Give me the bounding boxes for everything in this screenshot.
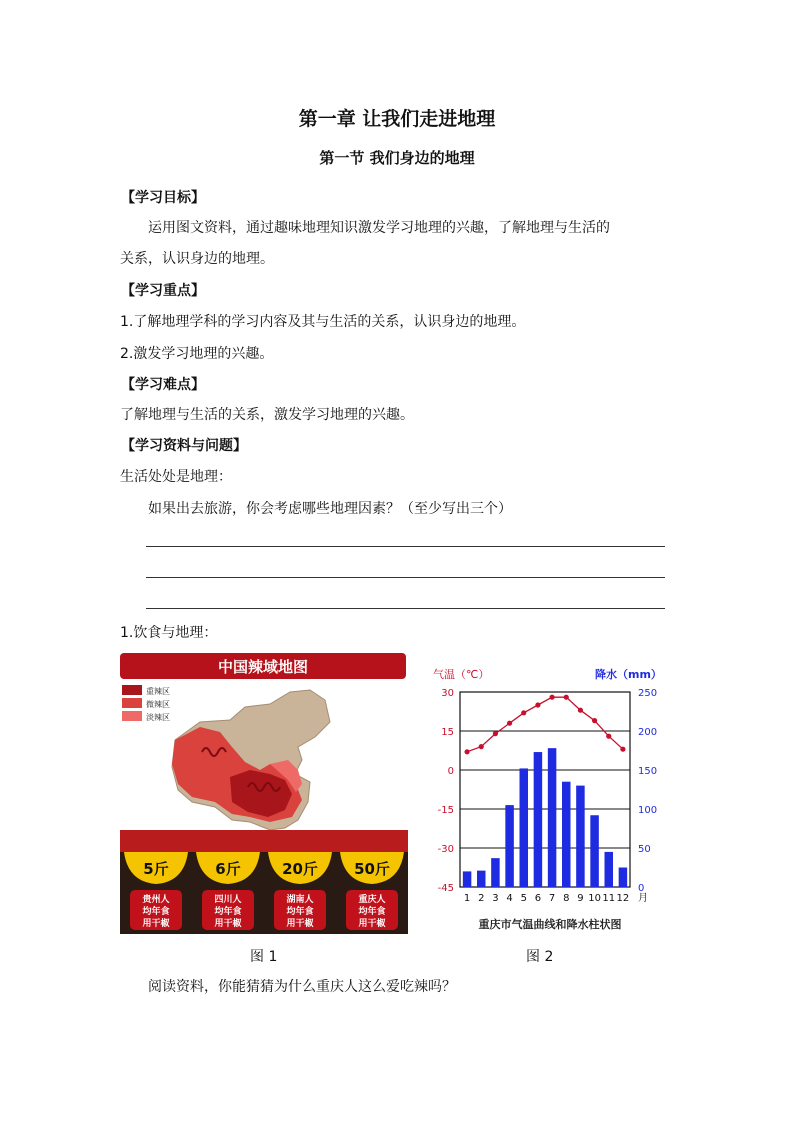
precip-tick-label: 250 <box>638 688 658 699</box>
legend-label-light: 淡辣区 <box>146 713 170 722</box>
amount-sichuan-line1: 四川人 <box>214 895 242 905</box>
answer-line-2[interactable] <box>146 577 665 578</box>
goals-text-line1: 运用图文资料，通过趣味地理知识激发学习地理的兴趣，了解地理与生活的 <box>148 220 610 236</box>
precip-bar <box>590 815 599 887</box>
amount-hunan-line2: 均年食 <box>286 907 314 917</box>
amount-chongqing-line3: 用干椒 <box>358 919 386 929</box>
temp-point <box>521 710 526 715</box>
month-tick-label: 5 <box>520 893 527 904</box>
amount-hunan-line3: 用干椒 <box>286 919 314 929</box>
temp-point <box>620 747 625 752</box>
chapter-title: 第一章 让我们走进地理 <box>298 108 496 130</box>
amount-guizhou: 5斤 <box>143 860 169 878</box>
legend-swatch-medium <box>122 698 142 708</box>
month-tick-label: 8 <box>563 893 570 904</box>
temp-point <box>592 718 597 723</box>
month-tick-label: 2 <box>478 893 485 904</box>
precip-bar <box>548 748 557 887</box>
precip-bar <box>576 786 585 887</box>
month-tick-label: 4 <box>506 893 513 904</box>
fig2-caption: 图 2 <box>526 949 554 965</box>
amount-chongqing-line2: 均年食 <box>358 907 386 917</box>
temp-tick-label: -30 <box>437 844 454 855</box>
precip-tick-label: 150 <box>638 766 658 777</box>
chart-ylabel-right: 降水（mm） <box>595 668 662 681</box>
amount-sichuan-line3: 用干椒 <box>214 919 242 929</box>
temp-tick-label: 15 <box>441 727 454 738</box>
answer-line-3[interactable] <box>146 608 665 609</box>
legend-swatch-light <box>122 711 142 721</box>
amount-sichuan-line2: 均年食 <box>214 907 242 917</box>
temp-tick-label: 30 <box>441 688 454 699</box>
precip-tick-label: 100 <box>638 805 658 816</box>
precip-tick-label: 200 <box>638 727 658 738</box>
precip-bar <box>477 871 486 887</box>
amount-chongqing: 50斤 <box>354 860 390 878</box>
temp-point <box>606 734 611 739</box>
month-tick-label: 7 <box>548 893 556 904</box>
chart-xlabel: 月 <box>638 893 648 904</box>
keypoint-1: 1.了解地理学科的学习内容及其与生活的关系，认识身边的地理。 <box>120 314 526 330</box>
fig1-caption: 图 1 <box>250 949 278 965</box>
precip-tick-label: 50 <box>638 844 651 855</box>
final-question: 阅读资料，你能猜猜为什么重庆人这么爱吃辣吗？ <box>148 979 456 995</box>
legend-label-medium: 微辣区 <box>146 700 170 709</box>
temp-point <box>479 744 484 749</box>
chart-ylabel-left: 气温（℃） <box>433 668 490 681</box>
spicy-map-svg <box>120 652 408 934</box>
amount-sichuan: 6斤 <box>215 860 241 878</box>
precip-bar <box>562 782 571 887</box>
map-title: 中国辣域地图 <box>217 658 309 676</box>
temp-point <box>493 731 498 736</box>
amount-guizhou-line1: 贵州人 <box>142 895 170 905</box>
chart-title: 重庆市气温曲线和降水柱状图 <box>478 918 622 931</box>
temp-point <box>578 708 583 713</box>
temp-tick-label: -45 <box>437 883 454 894</box>
amount-guizhou-line2: 均年食 <box>142 907 170 917</box>
precip-bar <box>619 868 628 888</box>
temp-point <box>535 702 540 707</box>
pepper-strip <box>120 830 408 852</box>
goals-heading: 【学习目标】 <box>121 190 205 206</box>
answer-line-1[interactable] <box>146 546 665 547</box>
question-travel: 如果出去旅游，你会考虑哪些地理因素？（至少写出三个） <box>148 501 512 517</box>
food-text: 1.饮食与地理： <box>120 625 218 641</box>
precip-bar <box>505 805 513 887</box>
precip-tick-label: 0 <box>638 883 645 894</box>
month-tick-label: 3 <box>492 893 499 904</box>
temp-point <box>564 695 569 700</box>
temp-tick-label: -15 <box>437 805 454 816</box>
temp-point <box>464 749 469 754</box>
temp-line <box>467 697 623 752</box>
precip-bar <box>534 752 543 887</box>
month-tick-label: 1 <box>463 893 471 904</box>
amount-guizhou-line3: 用干椒 <box>142 919 170 929</box>
precip-bar <box>520 768 529 887</box>
goals-text-line2: 关系，认识身边的地理。 <box>120 251 274 267</box>
month-tick-label: 6 <box>534 893 542 904</box>
legend-label-heavy: 重辣区 <box>146 687 170 696</box>
precip-bar <box>491 858 500 887</box>
temp-point <box>549 695 554 700</box>
difficult-text: 了解地理与生活的关系，激发学习地理的兴趣。 <box>120 407 414 423</box>
keypoint-2: 2.激发学习地理的兴趣。 <box>120 346 274 362</box>
climate-chart-figure <box>425 662 675 937</box>
life-text: 生活处处是地理： <box>120 469 232 485</box>
keypoints-heading: 【学习重点】 <box>121 283 205 299</box>
material-heading: 【学习资料与问题】 <box>121 438 247 454</box>
temp-tick-label: 0 <box>447 766 454 777</box>
month-tick-label: 9 <box>577 893 584 904</box>
amount-hunan-line1: 湖南人 <box>286 895 314 905</box>
legend-swatch-heavy <box>122 685 142 695</box>
month-tick-label: 10 <box>588 893 601 904</box>
month-tick-label: 12 <box>616 893 630 904</box>
climate-chart-svg <box>425 662 675 937</box>
section-title: 第一节 我们身边的地理 <box>319 149 475 167</box>
amount-chongqing-line1: 重庆人 <box>358 895 386 905</box>
precip-bar <box>605 852 614 887</box>
temp-point <box>507 721 512 726</box>
month-tick-label: 11 <box>602 893 616 904</box>
spicy-map-figure <box>120 652 408 934</box>
amount-hunan: 20斤 <box>282 860 318 878</box>
difficult-heading: 【学习难点】 <box>121 377 205 393</box>
precip-bar <box>463 871 472 887</box>
